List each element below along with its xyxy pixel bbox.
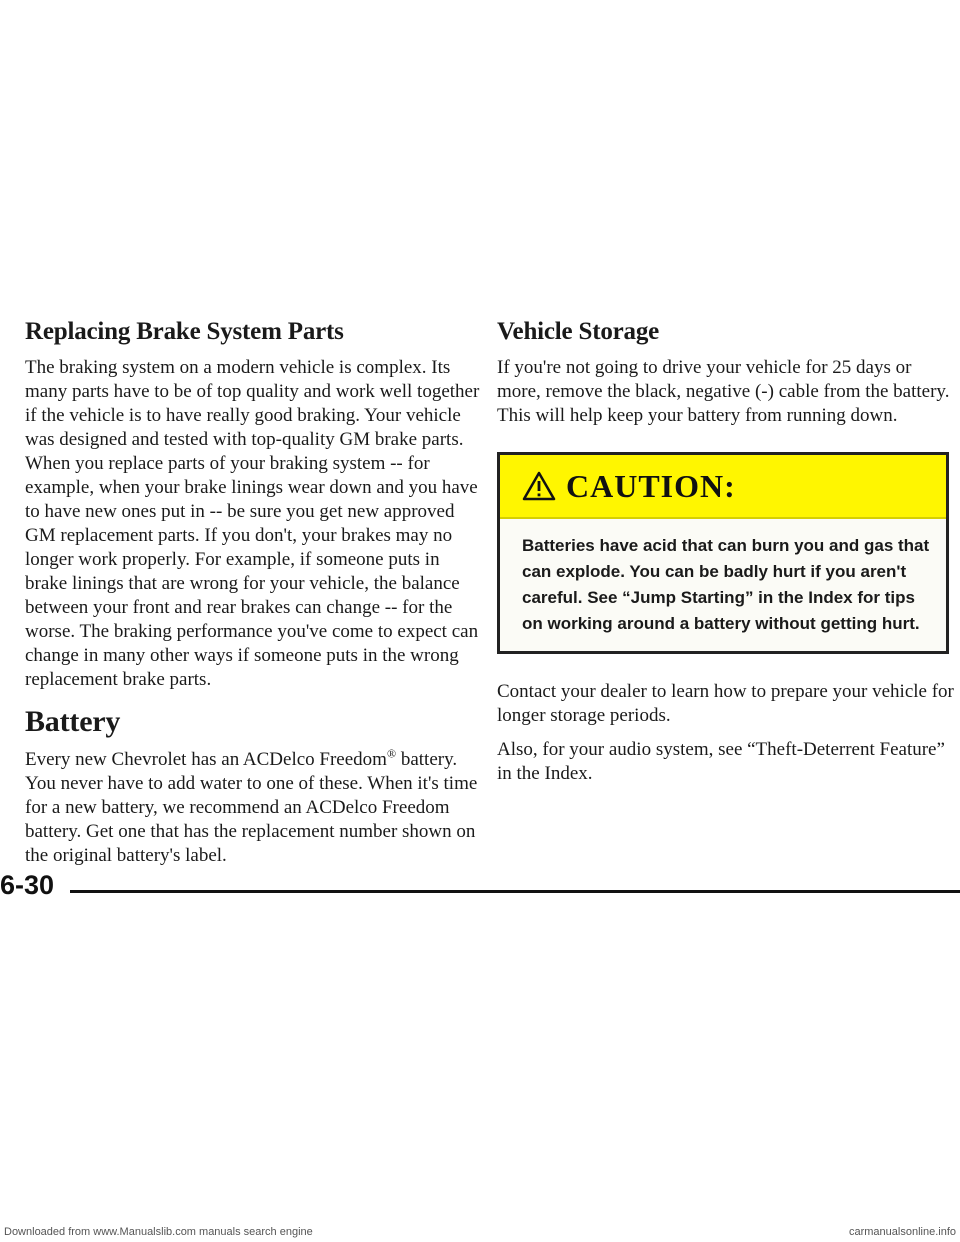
left-column <box>25 318 480 868</box>
caution-text: Batteries have acid that can burn you and gas that can explode. You can be badly hurt if you aren't careful. See “Jump Starting” in the Index for tips on working around a battery without getting hurt. <box>522 536 930 633</box>
site-watermark: carmanualsonline.info <box>848 1226 956 1238</box>
caution-box <box>497 452 949 654</box>
audio-system-text: Also, for your audio system, see “Theft-Deterrent Feature” in the Index. <box>497 739 945 784</box>
dealer-storage-text: Contact your dealer to learn how to prepare your vehicle for longer storage periods. <box>497 681 954 726</box>
right-column <box>497 318 955 786</box>
page-footer <box>0 870 960 910</box>
caution-header <box>500 455 946 519</box>
brake-parts-text: The braking system on a modern vehicle is complex. Its many parts have to be of top quality and work well together if the vehicle is to have really good braking. Your vehicle was designed and tested with top-quality GM brake parts. When you replace parts of your braking system -- for example, when your brake linings wear down and you have to have new ones put in -- be sure you get new approved GM replacement parts. If you don't, your brakes may no longer work properly. For example, if someone puts in brake linings that are wrong for your vehicle, the balance between your front and rear brakes can change -- for the worse. The braking performance you've come to expect can change in many other ways if someone puts in the wrong replacement brake parts. <box>25 357 480 690</box>
battery-heading: Battery <box>25 705 121 738</box>
warning-triangle-icon <box>522 471 556 501</box>
caution-title: CAUTION: <box>566 467 736 504</box>
battery-text <box>25 748 480 868</box>
battery-text-start: Every new Chevrolet has an ACDelco Freedom <box>25 749 387 770</box>
registered-mark: ® <box>386 746 397 761</box>
footer-rule <box>70 890 960 893</box>
brake-parts-heading: Replacing Brake System Parts <box>25 318 344 345</box>
vehicle-storage-heading: Vehicle Storage <box>497 318 660 345</box>
page-number: 6-30 <box>0 870 55 900</box>
download-watermark: Downloaded from www.Manualslib.com manuals search engine <box>4 1226 313 1238</box>
vehicle-storage-text: If you're not going to drive your vehicle for 25 days or more, remove the black, negative (-) cable from the battery. This will help keep your battery from running down. <box>497 357 950 426</box>
battery-text-end: battery. You never have to add water to one of these. When it's time for a new battery, we recommend an ACDelco Freedom battery. Get one that has the replacement number shown on the original battery's label. <box>25 749 478 866</box>
